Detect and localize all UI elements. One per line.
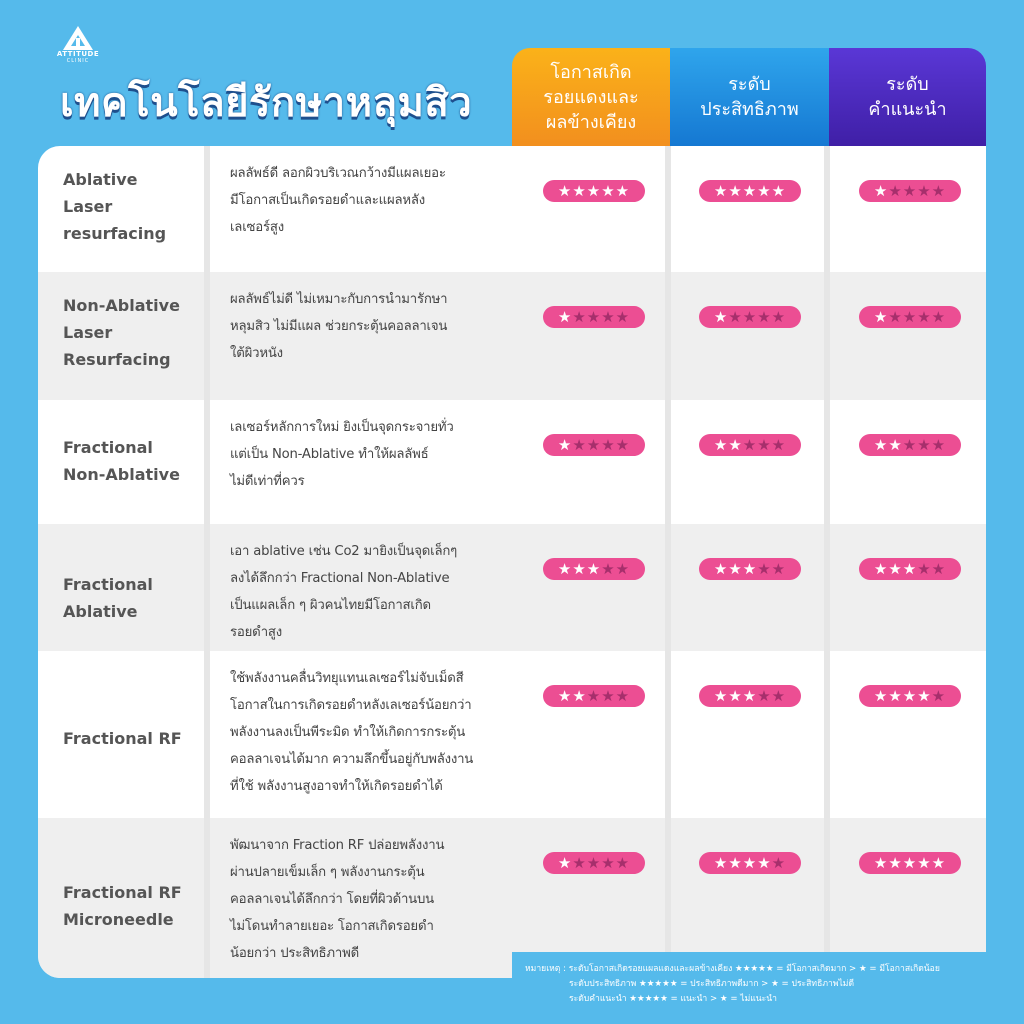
star-empty-icon: ★ <box>931 436 947 454</box>
star-empty-icon: ★ <box>615 308 631 326</box>
star-filled-icon: ★ <box>586 182 602 200</box>
description-line: หลุมสิว ไม่มีแผล ช่วยกระตุ้นคอลลาเจน <box>230 319 448 334</box>
description-line: เลเซอร์สูง <box>230 220 284 235</box>
technology-name-line: Laser <box>63 197 113 216</box>
description-line: คอลลาเจนได้ลึกกว่า โดยที่ผิวด้านบน <box>230 892 434 907</box>
recommendation-rating-stars <box>859 306 961 328</box>
side-effect-rating-stars <box>543 852 645 874</box>
description-line: พลังงานลงเป็นพีระมิด ทำให้เกิดการกระตุ้น <box>230 725 466 740</box>
side-effect-rating-stars <box>543 685 645 707</box>
technology-name-line: Laser <box>63 323 113 342</box>
technology-name-line: Non-Ablative <box>63 296 180 315</box>
star-filled-icon: ★ <box>713 560 729 578</box>
recommendation-rating-stars <box>859 685 961 707</box>
recommendation-rating-stars <box>859 434 961 456</box>
star-filled-icon: ★ <box>888 560 903 578</box>
star-empty-icon: ★ <box>771 687 787 705</box>
technology-name <box>63 166 213 247</box>
footnote <box>525 962 985 1007</box>
technology-name-line: Non-Ablative <box>63 464 180 484</box>
star-empty-icon: ★ <box>771 854 787 872</box>
recommendation-rating-stars <box>859 180 961 202</box>
technology-name-line: Ablative <box>63 170 138 189</box>
star-empty-icon: ★ <box>615 687 631 705</box>
technology-description <box>230 160 512 241</box>
technology-description <box>230 538 512 646</box>
star-empty-icon: ★ <box>586 308 602 326</box>
footnote-line-1: หมายเหตุ : ระดับโอกาสเกิดรอยแผลแดงและผลข้างเคียง ★★★★★ = มีโอกาสเกิดมาก > ★ = มีโอกาสเกิดน้อย <box>525 964 940 974</box>
description-line: ที่ใช้ พลังงานสูงอาจทำให้เกิดรอยดำได้ <box>230 779 443 794</box>
side-effect-rating-stars <box>543 558 645 580</box>
star-filled-icon: ★ <box>873 182 889 200</box>
description-line: ผ่านปลายเข็มเล็ก ๆ พลังงานกระตุ้น <box>230 865 425 880</box>
column-divider <box>204 146 210 978</box>
star-empty-icon: ★ <box>931 308 947 326</box>
technology-description <box>230 832 512 967</box>
star-filled-icon: ★ <box>713 308 729 326</box>
star-empty-icon: ★ <box>728 308 743 326</box>
star-empty-icon: ★ <box>572 308 587 326</box>
star-filled-icon: ★ <box>888 854 903 872</box>
star-filled-icon: ★ <box>713 436 729 454</box>
star-empty-icon: ★ <box>615 436 631 454</box>
star-filled-icon: ★ <box>902 687 918 705</box>
star-empty-icon: ★ <box>572 854 587 872</box>
star-empty-icon: ★ <box>902 308 918 326</box>
logo-text: ATTITUDE <box>56 50 100 58</box>
star-filled-icon: ★ <box>586 560 602 578</box>
logo-triangle-icon <box>63 26 93 50</box>
star-filled-icon: ★ <box>873 687 889 705</box>
star-filled-icon: ★ <box>572 687 587 705</box>
star-filled-icon: ★ <box>742 687 758 705</box>
star-filled-icon: ★ <box>572 560 587 578</box>
star-filled-icon: ★ <box>728 182 743 200</box>
side-effect-rating-stars <box>543 434 645 456</box>
description-line: เอา ablative เช่น Co2 มายิงเป็นจุดเล็กๆ <box>230 544 457 559</box>
description-line: ไม่ดีเท่าที่ควร <box>230 474 305 489</box>
star-empty-icon: ★ <box>931 560 947 578</box>
star-filled-icon: ★ <box>742 854 758 872</box>
efficiency-rating-stars <box>699 180 801 202</box>
table-row <box>38 651 512 818</box>
star-empty-icon: ★ <box>601 560 616 578</box>
star-filled-icon: ★ <box>615 182 631 200</box>
side-effect-rating-stars <box>543 180 645 202</box>
star-empty-icon: ★ <box>742 308 758 326</box>
star-empty-icon: ★ <box>771 308 787 326</box>
star-empty-icon: ★ <box>771 436 787 454</box>
technology-name-line: Fractional RF <box>63 882 182 902</box>
description-line: รอยดำสูง <box>230 625 282 640</box>
star-filled-icon: ★ <box>873 560 889 578</box>
technology-name-line: Ablative <box>63 602 138 621</box>
star-empty-icon: ★ <box>601 436 616 454</box>
star-filled-icon: ★ <box>873 308 889 326</box>
logo-subtext: CLINIC <box>66 58 90 64</box>
star-filled-icon: ★ <box>728 436 743 454</box>
star-filled-icon: ★ <box>713 182 729 200</box>
efficiency-rating-stars <box>699 558 801 580</box>
star-filled-icon: ★ <box>713 687 729 705</box>
footnote-line-2: ระดับประสิทธิภาพ ★★★★★ = ประสิทธิภาพดีมาก > ★ = ประสิทธิภาพไม่ดี <box>569 979 855 989</box>
technology-name <box>63 838 213 973</box>
star-empty-icon: ★ <box>601 308 616 326</box>
table-row <box>38 524 512 651</box>
technology-name <box>63 671 213 806</box>
technology-name-line: Resurfacing <box>63 350 171 369</box>
column-divider <box>665 146 671 952</box>
star-empty-icon: ★ <box>771 560 787 578</box>
technology-name-line: resurfacing <box>63 224 167 243</box>
star-filled-icon: ★ <box>713 854 729 872</box>
star-empty-icon: ★ <box>742 436 758 454</box>
description-line: คอลลาเจนได้มาก ความลึกขึ้นอยู่กับพลังงาน <box>230 752 474 767</box>
star-filled-icon: ★ <box>557 560 573 578</box>
description-line: ผลลัพธ์ไม่ดี ไม่เหมาะกับการนำมารักษา <box>230 292 448 307</box>
star-empty-icon: ★ <box>902 436 918 454</box>
rating-row <box>512 818 986 952</box>
technology-description <box>230 286 512 367</box>
star-empty-icon: ★ <box>757 436 772 454</box>
technology-name <box>63 292 213 373</box>
efficiency-rating-stars <box>699 685 801 707</box>
recommendation-rating-stars <box>859 558 961 580</box>
star-empty-icon: ★ <box>757 308 772 326</box>
column-divider <box>824 146 830 952</box>
star-empty-icon: ★ <box>615 854 631 872</box>
star-empty-icon: ★ <box>586 687 602 705</box>
star-filled-icon: ★ <box>742 560 758 578</box>
technology-table-left <box>38 146 512 978</box>
star-filled-icon: ★ <box>557 687 573 705</box>
star-empty-icon: ★ <box>917 308 932 326</box>
star-filled-icon: ★ <box>728 560 743 578</box>
star-filled-icon: ★ <box>757 182 772 200</box>
star-empty-icon: ★ <box>615 560 631 578</box>
description-line: ลงได้ลึกกว่า Fractional Non-Ablative <box>230 571 450 586</box>
efficiency-rating-stars <box>699 306 801 328</box>
star-filled-icon: ★ <box>917 854 932 872</box>
recommendation-rating-stars <box>859 852 961 874</box>
page-title: เทคโนโลยีรักษาหลุมสิว <box>60 80 473 126</box>
star-empty-icon: ★ <box>917 182 932 200</box>
star-empty-icon: ★ <box>757 560 772 578</box>
star-filled-icon: ★ <box>888 436 903 454</box>
star-empty-icon: ★ <box>917 436 932 454</box>
star-filled-icon: ★ <box>557 854 573 872</box>
star-filled-icon: ★ <box>902 854 918 872</box>
rating-row <box>512 400 986 524</box>
star-filled-icon: ★ <box>757 854 772 872</box>
star-filled-icon: ★ <box>917 687 932 705</box>
star-empty-icon: ★ <box>902 182 918 200</box>
rating-row <box>512 146 986 272</box>
star-empty-icon: ★ <box>572 436 587 454</box>
description-line: ใต้ผิวหนัง <box>230 346 283 361</box>
rating-row <box>512 651 986 818</box>
rating-table-right <box>512 146 986 952</box>
star-empty-icon: ★ <box>917 560 932 578</box>
star-empty-icon: ★ <box>601 854 616 872</box>
description-line: น้อยกว่า ประสิทธิภาพดี <box>230 946 359 961</box>
technology-name-line: Fractional <box>63 437 153 457</box>
star-empty-icon: ★ <box>586 436 602 454</box>
efficiency-rating-stars <box>699 434 801 456</box>
star-filled-icon: ★ <box>557 308 573 326</box>
rating-row <box>512 272 986 400</box>
table-row <box>38 818 512 978</box>
star-filled-icon: ★ <box>873 436 889 454</box>
star-empty-icon: ★ <box>757 687 772 705</box>
description-line: พัฒนาจาก Fraction RF ปล่อยพลังงาน <box>230 838 445 853</box>
footnote-line-3: ระดับคำแนะนำ ★★★★★ = แนะนำ > ★ = ไม่แนะนำ <box>569 994 777 1004</box>
table-row <box>38 146 512 272</box>
technology-name-line: Microneedle <box>63 909 174 929</box>
description-line: ไม่โดนทำลายเยอะ โอกาสเกิดรอยดำ <box>230 919 434 934</box>
star-filled-icon: ★ <box>728 854 743 872</box>
star-empty-icon: ★ <box>931 182 947 200</box>
header-efficiency: ระดับ ประสิทธิภาพ <box>670 48 829 146</box>
star-filled-icon: ★ <box>557 182 573 200</box>
header-side-effects: โอกาสเกิด รอยแดงและ ผลข้างเคียง <box>512 48 670 146</box>
technology-description <box>230 414 512 495</box>
star-empty-icon: ★ <box>931 687 947 705</box>
star-empty-icon: ★ <box>888 182 903 200</box>
star-empty-icon: ★ <box>586 854 602 872</box>
star-empty-icon: ★ <box>888 308 903 326</box>
star-filled-icon: ★ <box>902 560 918 578</box>
efficiency-rating-stars <box>699 852 801 874</box>
star-filled-icon: ★ <box>601 182 616 200</box>
star-empty-icon: ★ <box>601 687 616 705</box>
side-effect-rating-stars <box>543 306 645 328</box>
technology-name <box>63 544 213 652</box>
description-line: เป็นแผลเล็ก ๆ ผิวคนไทยมีโอกาสเกิด <box>230 598 431 613</box>
description-line: มีโอกาสเป็นเกิดรอยดำและแผลหลัง <box>230 193 425 208</box>
description-line: ใช้พลังงานคลื่นวิทยุแทนเลเซอร์ไม่จับเม็ดสี <box>230 671 464 686</box>
attitude-clinic-logo <box>56 26 100 64</box>
star-filled-icon: ★ <box>742 182 758 200</box>
technology-description <box>230 665 512 800</box>
star-filled-icon: ★ <box>931 854 947 872</box>
technology-name <box>63 420 213 501</box>
rating-row <box>512 524 986 651</box>
star-filled-icon: ★ <box>557 436 573 454</box>
star-filled-icon: ★ <box>728 687 743 705</box>
technology-name-line: Fractional <box>63 575 153 594</box>
description-line: ผลลัพธ์ดี ลอกผิวบริเวณกว้างมีแผลเยอะ <box>230 166 446 181</box>
star-filled-icon: ★ <box>771 182 787 200</box>
star-filled-icon: ★ <box>873 854 889 872</box>
table-row <box>38 272 512 400</box>
description-line: แต่เป็น Non-Ablative ทำให้ผลลัพธ์ <box>230 447 429 462</box>
description-line: เลเซอร์หลักการใหม่ ยิงเป็นจุดกระจายทั่ว <box>230 420 454 435</box>
header-recommendation: ระดับ คำแนะนำ <box>829 48 986 146</box>
star-filled-icon: ★ <box>888 687 903 705</box>
description-line: โอกาสในการเกิดรอยดำหลังเลเซอร์น้อยกว่า <box>230 698 472 713</box>
table-row <box>38 400 512 524</box>
star-filled-icon: ★ <box>572 182 587 200</box>
technology-name-line: Fractional RF <box>63 729 182 748</box>
